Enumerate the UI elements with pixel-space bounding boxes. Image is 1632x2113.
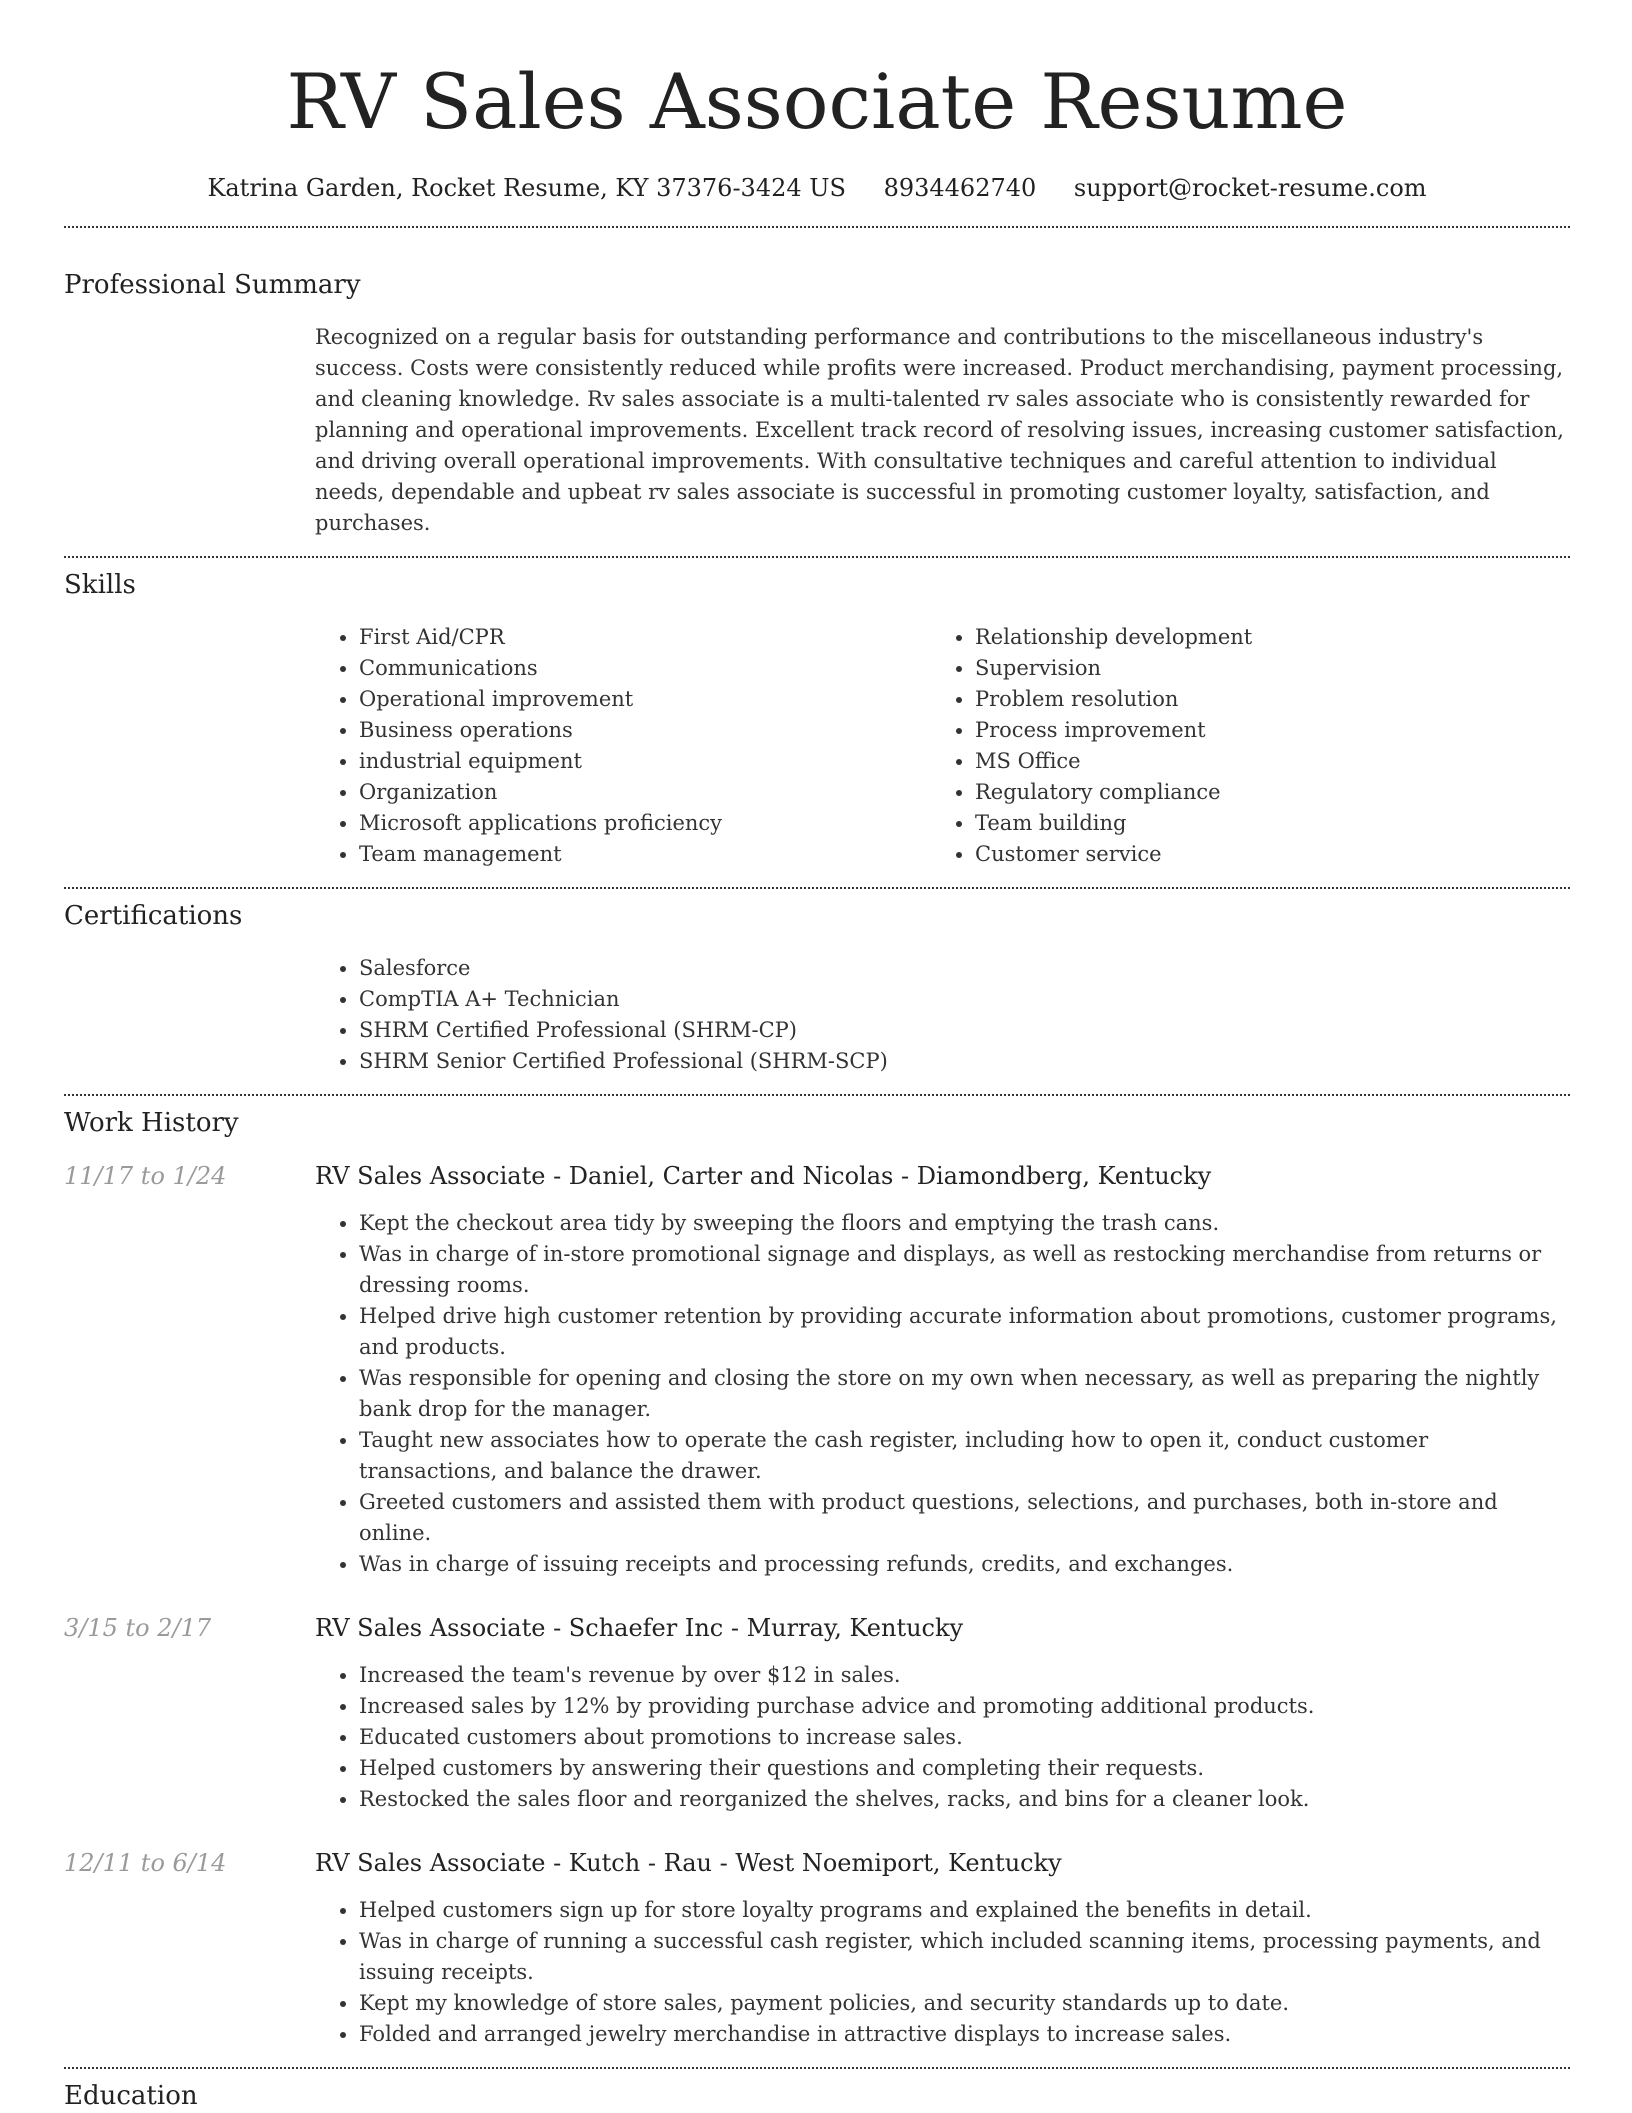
skill-item: • Organization: [359, 777, 931, 808]
job-bullet: • Kept the checkout area tidy by sweeping the floors and emptying the trash cans.: [359, 1208, 1570, 1239]
skill-item: • Process improvement: [975, 715, 1547, 746]
certifications-block: [315, 953, 1570, 1077]
job-bullets: [315, 1208, 1570, 1580]
job-bullet: • Helped drive high customer retention by providing accurate information about promotions, customer programs, and products.: [359, 1301, 1570, 1363]
skill-item: • Operational improvement: [359, 684, 931, 715]
job-bullet: • Was responsible for opening and closing the store on my own when necessary, as well as preparing the nightly bank drop for the manager.: [359, 1363, 1570, 1425]
divider: [64, 226, 1570, 228]
job-details: [315, 1847, 1570, 2050]
certification-item: • CompTIA A+ Technician: [359, 984, 1570, 1015]
job-bullet: • Educated customers about promotions to increase sales.: [359, 1722, 1570, 1753]
job-title: RV Sales Associate - Daniel, Carter and Nicolas - Diamondberg, Kentucky: [315, 1162, 1212, 1190]
job-details: [315, 1160, 1570, 1580]
skill-item: • Communications: [359, 653, 931, 684]
skill-item: • Team building: [975, 808, 1547, 839]
skill-item: • Supervision: [975, 653, 1547, 684]
certification-item: • SHRM Senior Certified Professional (SHRM-SCP): [359, 1046, 1570, 1077]
job-bullet: • Was in charge of issuing receipts and processing refunds, credits, and exchanges.: [359, 1549, 1570, 1580]
education-heading: Education: [64, 2081, 198, 2111]
job-dates: 11/17 to 1/24: [64, 1162, 227, 1190]
divider: [64, 2067, 1570, 2069]
work-history-list: [64, 1160, 1570, 2050]
job-bullet: • Greeted customers and assisted them with product questions, selections, and purchases, both in-store and online.: [359, 1487, 1570, 1549]
job-title: RV Sales Associate - Schaefer Inc - Murray, Kentucky: [315, 1614, 964, 1642]
job-title: RV Sales Associate - Kutch - Rau - West Noemiport, Kentucky: [315, 1849, 1062, 1877]
resume-title: RV Sales Associate Resume: [286, 57, 1348, 146]
contact-line: [64, 172, 1570, 204]
job-bullet: • Folded and arranged jewelry merchandise in attractive displays to increase sales.: [359, 2019, 1570, 2050]
summary-text: Recognized on a regular basis for outstanding performance and contributions to the miscellaneous industry's success. Costs were consistently reduced while profits were increased. Product merchandising, payment processing, and cleaning knowledge. Rv sales associate is a multi-talented rv sales associate who is consistently rewarded for planning and operational improvements. Excellent track record of resolving issues, increasing customer satisfaction, and driving overall operational improvements. With consultative techniques and careful attention to individual needs, dependable and upbeat rv sales associate is successful in promoting customer loyalty, satisfaction, and purchases.: [315, 325, 1564, 535]
contact-phone: 8934462740: [883, 174, 1037, 202]
job-entry: [64, 1612, 1570, 1815]
skill-item: • industrial equipment: [359, 746, 931, 777]
divider: [64, 556, 1570, 558]
job-details: [315, 1612, 1570, 1815]
job-bullet: • Helped customers sign up for store loyalty programs and explained the benefits in detail.: [359, 1895, 1570, 1926]
skills-heading: Skills: [64, 570, 136, 600]
job-bullet: • Was in charge of in-store promotional signage and displays, as well as restocking merchandise from returns or dressing rooms.: [359, 1239, 1570, 1301]
job-bullet: • Increased the team's revenue by over $12 in sales.: [359, 1660, 1570, 1691]
job-bullet: • Kept my knowledge of store sales, payment policies, and security standards up to date.: [359, 1988, 1570, 2019]
job-entry: [64, 1847, 1570, 2050]
skill-item: • Customer service: [975, 839, 1547, 870]
job-bullet: • Taught new associates how to operate the cash register, including how to open it, conduct customer transactions, and balance the drawer.: [359, 1425, 1570, 1487]
skill-item: • First Aid/CPR: [359, 622, 931, 653]
job-dates: 3/15 to 2/17: [64, 1614, 212, 1642]
resume-page: [64, 0, 1570, 2113]
skills-columns: [315, 622, 1570, 870]
skill-item: • Regulatory compliance: [975, 777, 1547, 808]
skill-item: • Business operations: [359, 715, 931, 746]
work-history-heading: Work History: [64, 1108, 239, 1138]
skill-item: • Microsoft applications proficiency: [359, 808, 931, 839]
certifications-heading: Certifications: [64, 901, 243, 931]
job-bullets: [315, 1660, 1570, 1815]
certifications-list: [315, 953, 1570, 1077]
certification-item: • SHRM Certified Professional (SHRM-CP): [359, 1015, 1570, 1046]
contact-email: support@rocket-resume.com: [1073, 174, 1427, 202]
divider: [64, 887, 1570, 889]
skill-item: • Relationship development: [975, 622, 1547, 653]
job-entry: [64, 1160, 1570, 1580]
contact-address: Katrina Garden, Rocket Resume, KY 37376-3424 US: [207, 174, 846, 202]
job-bullet: • Helped customers by answering their questions and completing their requests.: [359, 1753, 1570, 1784]
certification-item: • Salesforce: [359, 953, 1570, 984]
skill-item: • Team management: [359, 839, 931, 870]
job-bullet: • Restocked the sales floor and reorganized the shelves, racks, and bins for a cleaner look.: [359, 1784, 1570, 1815]
job-bullet: • Was in charge of running a successful cash register, which included scanning items, processing payments, and issuing receipts.: [359, 1926, 1570, 1988]
divider: [64, 1094, 1570, 1096]
job-dates: 12/11 to 6/14: [64, 1849, 227, 1877]
skills-list-left: [315, 622, 931, 870]
job-bullet: • Increased sales by 12% by providing purchase advice and promoting additional products.: [359, 1691, 1570, 1722]
job-bullets: [315, 1895, 1570, 2050]
skills-list-right: [931, 622, 1547, 870]
skill-item: • MS Office: [975, 746, 1547, 777]
summary-heading: Professional Summary: [64, 270, 361, 300]
skill-item: • Problem resolution: [975, 684, 1547, 715]
